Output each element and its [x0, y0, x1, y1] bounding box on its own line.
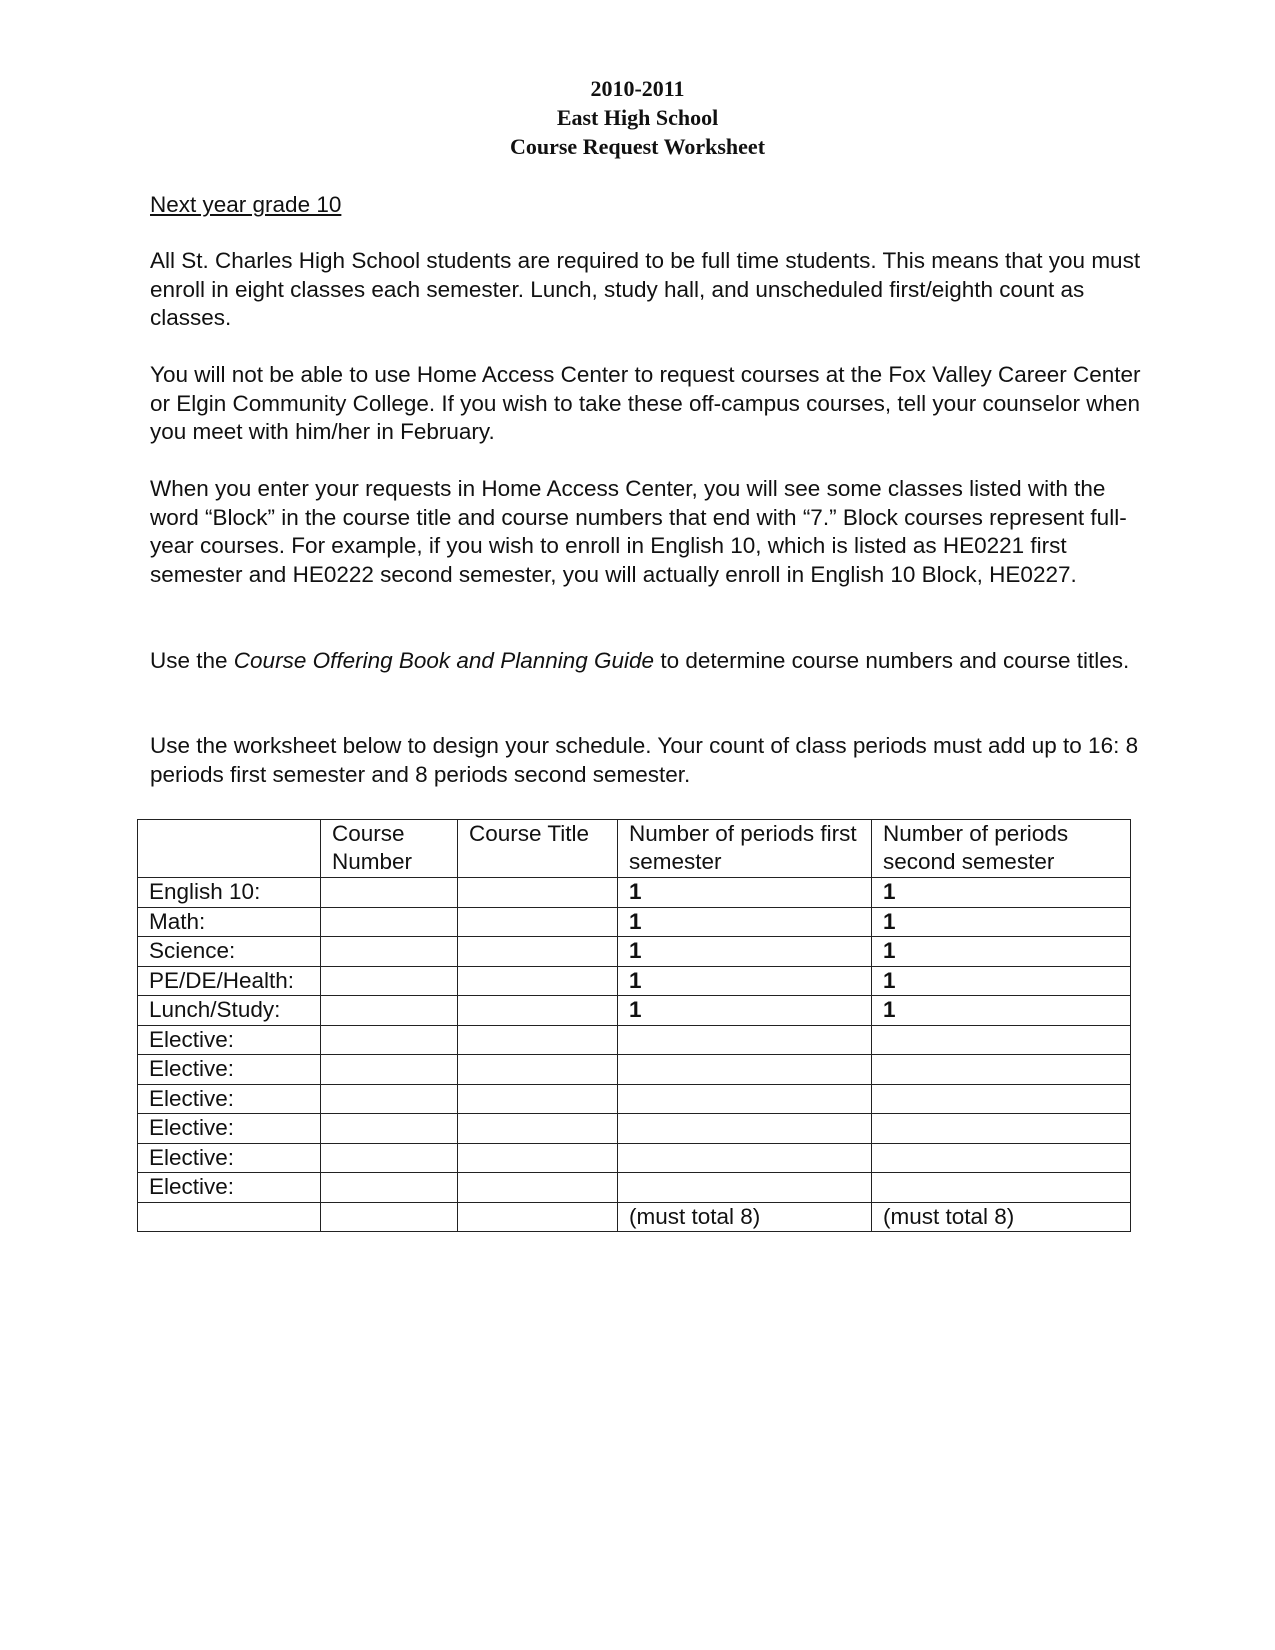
table-row	[138, 1084, 1131, 1114]
second-semester-periods	[872, 1114, 1131, 1144]
course-number-field[interactable]	[321, 1114, 458, 1144]
row-label: PE/DE/Health:	[138, 966, 321, 996]
course-number-field[interactable]	[321, 937, 458, 967]
table-row	[138, 907, 1131, 937]
second-semester-periods: 1	[872, 907, 1131, 937]
first-semester-periods	[618, 1173, 872, 1203]
total-course-title	[458, 1202, 618, 1232]
course-title-field[interactable]	[458, 1055, 618, 1085]
row-label: Math:	[138, 907, 321, 937]
paragraph-worksheet-instructions: Use the worksheet below to design your schedule. Your count of class periods must add up to 16: 8 periods first semester and 8 periods second semester.	[150, 733, 1139, 787]
header-periods-second-semester: Number of periods second semester	[872, 820, 1131, 878]
first-semester-periods	[618, 1114, 872, 1144]
second-semester-periods	[872, 1173, 1131, 1203]
row-label: Elective:	[138, 1143, 321, 1173]
row-label: English 10:	[138, 878, 321, 908]
table-total-row	[138, 1202, 1131, 1232]
second-semester-periods: 1	[872, 878, 1131, 908]
first-semester-periods: 1	[618, 907, 872, 937]
second-semester-periods: 1	[872, 937, 1131, 967]
course-title-field[interactable]	[458, 966, 618, 996]
course-number-field[interactable]	[321, 1055, 458, 1085]
first-semester-periods: 1	[618, 966, 872, 996]
row-label: Science:	[138, 937, 321, 967]
paragraph-off-campus: You will not be able to use Home Access Center to request courses at the Fox Valley Career Center or Elgin Community College. If you wish to take these off-campus courses, tell your counselor when you meet with him/her in February.	[150, 362, 1141, 444]
second-semester-periods: 1	[872, 996, 1131, 1026]
table-row	[138, 878, 1131, 908]
header-course-number: Course Number	[321, 820, 458, 878]
course-number-field[interactable]	[321, 878, 458, 908]
course-number-field[interactable]	[321, 1084, 458, 1114]
table-row	[138, 1055, 1131, 1085]
table-row	[138, 937, 1131, 967]
row-label: Lunch/Study:	[138, 996, 321, 1026]
paragraph-full-time: All St. Charles High School students are required to be full time students. This means that you must enroll in eight classes each semester. Lunch, study hall, and unscheduled first/eighth count as classes.	[150, 248, 1141, 330]
course-number-field[interactable]	[321, 1143, 458, 1173]
table-row	[138, 996, 1131, 1026]
second-semester-periods	[872, 1143, 1131, 1173]
course-request-table	[137, 819, 1131, 1232]
school-year: 2010-2011	[590, 76, 685, 101]
row-label: Elective:	[138, 1055, 321, 1085]
document-header	[0, 74, 1275, 161]
row-label: Elective:	[138, 1025, 321, 1055]
row-label: Elective:	[138, 1173, 321, 1203]
course-title-field[interactable]	[458, 1173, 618, 1203]
table-row	[138, 1114, 1131, 1144]
table-row	[138, 1025, 1131, 1055]
course-title-field[interactable]	[458, 878, 618, 908]
total-first-semester: (must total 8)	[618, 1202, 872, 1232]
first-semester-periods	[618, 1143, 872, 1173]
course-number-field[interactable]	[321, 966, 458, 996]
second-semester-periods	[872, 1055, 1131, 1085]
document-title: Course Request Worksheet	[509, 134, 766, 159]
first-semester-periods	[618, 1084, 872, 1114]
first-semester-periods: 1	[618, 996, 872, 1026]
course-number-field[interactable]	[321, 907, 458, 937]
first-semester-periods	[618, 1055, 872, 1085]
planning-guide-title: Course Offering Book and Planning Guide	[233, 648, 655, 673]
paragraph-block-courses: When you enter your requests in Home Access Center, you will see some classes listed with the word “Block” in the course title and course numbers that end with “7.” Block courses represent full-year courses. For example, if you wish to enroll in English 10, which is listed as HE0221 first semester and HE0222 second semester, you will actually enroll in English 10 Block, HE0227.	[150, 476, 1127, 587]
header-cell-blank	[138, 820, 321, 878]
grade-subtitle: Next year grade 10	[150, 192, 342, 217]
course-title-field[interactable]	[458, 1084, 618, 1114]
table-row	[138, 966, 1131, 996]
course-title-field[interactable]	[458, 907, 618, 937]
total-course-number	[321, 1202, 458, 1232]
first-semester-periods	[618, 1025, 872, 1055]
course-title-field[interactable]	[458, 996, 618, 1026]
first-semester-periods: 1	[618, 937, 872, 967]
table-row	[138, 1173, 1131, 1203]
course-number-field[interactable]	[321, 1173, 458, 1203]
table-header-row	[138, 820, 1131, 878]
paragraph-planning-guide: Use the Course Offering Book and Planning Guide to determine course numbers and course titles.	[150, 648, 1130, 673]
course-number-field[interactable]	[321, 1025, 458, 1055]
course-number-field[interactable]	[321, 996, 458, 1026]
course-title-field[interactable]	[458, 1025, 618, 1055]
course-title-field[interactable]	[458, 1143, 618, 1173]
header-periods-first-semester: Number of periods first semester	[618, 820, 872, 878]
second-semester-periods: 1	[872, 966, 1131, 996]
second-semester-periods	[872, 1084, 1131, 1114]
second-semester-periods	[872, 1025, 1131, 1055]
first-semester-periods: 1	[618, 878, 872, 908]
header-course-title: Course Title	[458, 820, 618, 878]
course-title-field[interactable]	[458, 1114, 618, 1144]
school-name: East High School	[556, 105, 719, 130]
total-row-label	[138, 1202, 321, 1232]
course-title-field[interactable]	[458, 937, 618, 967]
total-second-semester: (must total 8)	[872, 1202, 1131, 1232]
row-label: Elective:	[138, 1084, 321, 1114]
row-label: Elective:	[138, 1114, 321, 1144]
table-row	[138, 1143, 1131, 1173]
